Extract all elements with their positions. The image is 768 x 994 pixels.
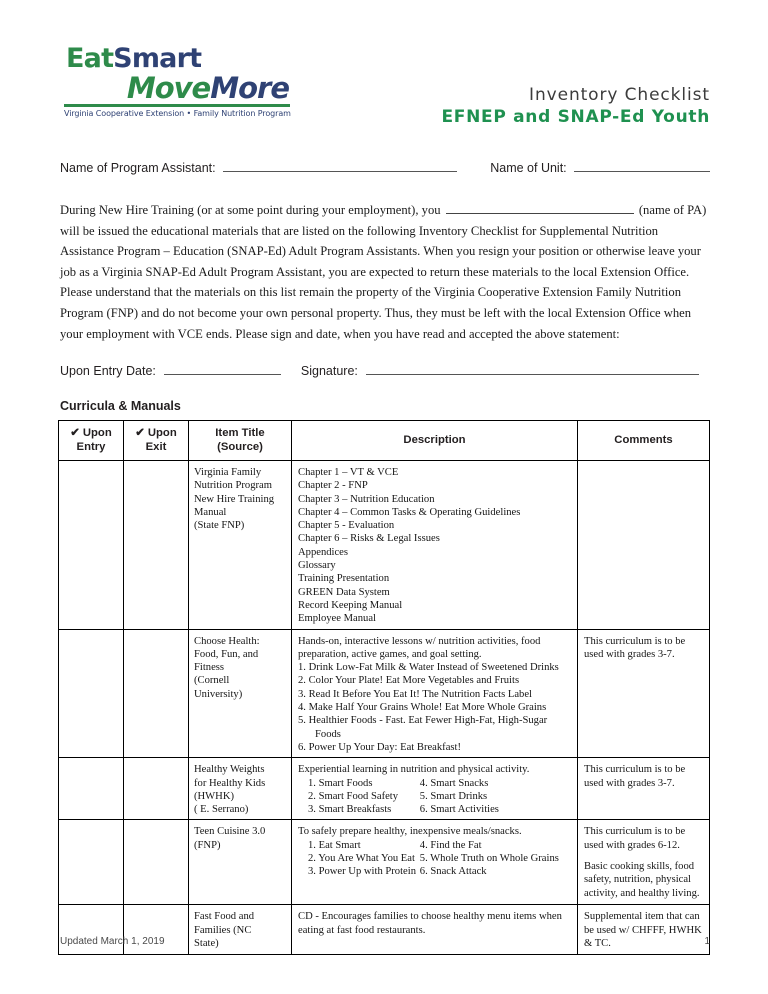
cell-description <box>292 629 578 758</box>
cell-upon-entry[interactable] <box>59 461 124 630</box>
cell-comments <box>578 905 710 955</box>
name-fields-row <box>60 160 710 175</box>
description-line: Record Keeping Manual <box>298 599 403 611</box>
item-title-line: Teen Cuisine 3.0 <box>194 826 266 838</box>
description-two-column-list <box>298 839 572 879</box>
signature-input[interactable] <box>366 363 699 375</box>
description-list-item: 3. Power Up with Protein <box>308 866 416 878</box>
col-header-upon-exit-line1: ✔ Upon <box>135 427 177 439</box>
comment-paragraph: This curriculum is to be used with grades 6-12. <box>584 826 686 851</box>
description-list-item: 1. Smart Foods <box>308 777 373 789</box>
logo-line-one <box>66 44 290 73</box>
cell-item-title <box>189 758 292 820</box>
header-title-block <box>441 84 710 128</box>
document-footer <box>60 936 710 947</box>
item-title-lines <box>194 825 286 852</box>
description-list-item: 2. Smart Food Safety <box>308 790 399 802</box>
description-list-item: 1. Drink Low-Fat Milk & Water Instead of Sweetened Drinks <box>298 662 559 674</box>
table-row <box>59 629 710 758</box>
cell-item-title <box>189 461 292 630</box>
cell-comments <box>578 461 710 630</box>
description-list-item: 5. Smart Drinks <box>419 790 488 802</box>
description-intro: Hands-on, interactive lessons w/ nutrition activities, food preparation, active games, and goal setting. <box>298 635 541 660</box>
description-line: Glossary <box>298 560 336 572</box>
document-header <box>58 44 710 136</box>
description-list-item: 6. Snack Attack <box>419 866 487 878</box>
col-header-item-title-line2: (Source) <box>217 441 263 453</box>
item-title-line: (Cornell <box>194 675 230 687</box>
pa-name-inline-input[interactable] <box>446 201 634 214</box>
section-heading-curricula-manuals: Curricula & Manuals <box>60 399 181 413</box>
col-header-description: Description <box>292 421 578 461</box>
eat-smart-move-more-logo <box>64 44 290 118</box>
description-two-column-list <box>298 777 572 817</box>
col-header-upon-entry-line2: Entry <box>76 441 106 453</box>
item-title-line: Choose Health: <box>194 635 260 647</box>
cell-upon-entry[interactable] <box>59 629 124 758</box>
col-header-upon-entry <box>59 421 124 461</box>
cell-upon-exit[interactable] <box>124 758 189 820</box>
description-list-item: 1. Eat Smart <box>308 839 361 851</box>
footer-updated-date: Updated March 1, 2019 <box>60 936 165 947</box>
col-header-item-title <box>189 421 292 461</box>
item-title-line: (FNP) <box>194 839 221 851</box>
description-list-item: 5. Whole Truth on Whole Grains <box>419 853 559 865</box>
description-line: Chapter 3 – Nutrition Education <box>298 493 435 505</box>
item-title-line: University) <box>194 688 243 700</box>
item-title-line: State) <box>194 938 219 950</box>
cell-description <box>292 461 578 630</box>
item-title-line: Virginia Family <box>194 467 262 478</box>
col-header-upon-exit <box>124 421 189 461</box>
description-item-list <box>298 661 572 754</box>
description-line: Chapter 4 – Common Tasks & Operating Guidelines <box>298 506 521 518</box>
footer-page-number: 1 <box>704 936 710 947</box>
item-title-line: Manual <box>194 506 227 518</box>
inventory-table-body <box>59 461 710 955</box>
description-list-item: 6. Smart Activities <box>419 804 499 816</box>
signature-fields-row <box>60 363 710 378</box>
cell-upon-exit[interactable] <box>124 629 189 758</box>
description-list-item: 4. Smart Snacks <box>419 777 489 789</box>
cell-upon-entry[interactable] <box>59 905 124 955</box>
item-title-line: for Healthy Kids <box>194 777 266 789</box>
item-title-line: Fast Food and <box>194 911 255 923</box>
signature-label: Signature: <box>300 364 358 378</box>
col-header-upon-entry-line1: ✔ Upon <box>70 427 112 439</box>
item-title-line: Families (NC <box>194 924 252 936</box>
cell-upon-entry[interactable] <box>59 758 124 820</box>
description-list-item: 4. Find the Fat <box>419 839 482 851</box>
inventory-table <box>58 420 710 955</box>
cell-item-title <box>189 629 292 758</box>
paragraph-part-one: During New Hire Training (or at some point during your employment), you <box>60 203 444 217</box>
description-line: GREEN Data System <box>298 586 390 598</box>
description-line: Chapter 6 – Risks & Legal Issues <box>298 533 440 545</box>
item-title-line: Nutrition Program <box>194 480 272 492</box>
document-subtitle: EFNEP and SNAP-Ed Youth <box>441 107 710 127</box>
item-title-line: (State FNP) <box>194 520 245 532</box>
unit-label: Name of Unit: <box>490 161 567 175</box>
document-title: Inventory Checklist <box>529 85 710 105</box>
col-header-upon-exit-line2: Exit <box>145 441 167 453</box>
description-intro: Experiential learning in nutrition and physical activity. <box>298 764 530 776</box>
item-title-line: Fitness <box>194 662 225 674</box>
description-column-left <box>298 777 420 817</box>
logo-line-two <box>64 73 289 103</box>
cell-item-title <box>189 820 292 905</box>
cell-description <box>292 758 578 820</box>
description-list-item: 6. Power Up Your Day: Eat Breakfast! <box>298 741 461 753</box>
cell-description <box>292 905 578 955</box>
description-list-item: 3. Smart Breakfasts <box>308 804 392 816</box>
logo-tagline: Virginia Cooperative Extension • Family Nutrition Program <box>64 109 291 118</box>
description-lines <box>298 466 572 626</box>
logo-word-move: Move <box>126 71 211 105</box>
description-list-item: 5. Healthier Foods - Fast. Eat Fewer High-Fat, High-Sugar Foods <box>298 715 548 740</box>
inventory-table-head <box>59 421 710 461</box>
description-line: Appendices <box>298 546 349 558</box>
inventory-table-wrapper <box>58 420 710 955</box>
cell-comments <box>578 629 710 758</box>
description-line: Training Presentation <box>298 573 390 585</box>
item-title-line: ( E. Serrano) <box>194 804 249 816</box>
cell-upon-entry[interactable] <box>59 820 124 905</box>
description-line: Chapter 2 - FNP <box>298 480 368 492</box>
description-column-left <box>298 839 420 879</box>
description-line: Chapter 5 - Evaluation <box>298 520 395 532</box>
item-title-lines <box>194 466 286 532</box>
item-title-line: (HWHK) <box>194 790 235 802</box>
item-title-line: Healthy Weights <box>194 764 265 776</box>
description-list-item: 4. Make Half Your Grains Whole! Eat More Whole Grains <box>298 702 547 714</box>
description-intro: To safely prepare healthy, inexpensive meals/snacks. <box>298 826 522 838</box>
cell-upon-exit[interactable] <box>124 461 189 630</box>
comment-paragraph: Basic cooking skills, food safety, nutrition, physical activity, and healthy living. <box>584 861 700 899</box>
cell-item-title <box>189 905 292 955</box>
cell-comments <box>578 758 710 820</box>
description-intro: CD - Encourages families to choose healthy menu items when eating at fast food restaurants. <box>298 911 562 936</box>
description-line: Chapter 1 – VT & VCE <box>298 467 399 478</box>
cell-upon-exit[interactable] <box>124 820 189 905</box>
comment-paragraph: This curriculum is to be used with grades 3-7. <box>584 635 686 660</box>
cell-description <box>292 820 578 905</box>
description-list-item: 2. You Are What You Eat <box>308 853 415 865</box>
item-title-line: New Hire Training <box>194 493 275 505</box>
logo-word-smart: Smart <box>113 43 202 74</box>
item-title-line: Food, Fun, and <box>194 648 259 660</box>
program-assistant-input[interactable] <box>223 160 457 172</box>
table-row <box>59 758 710 820</box>
col-header-comments: Comments <box>578 421 710 461</box>
description-column-right <box>420 777 572 817</box>
upon-entry-date-input[interactable] <box>164 363 281 375</box>
item-title-lines <box>194 763 286 816</box>
table-header-row <box>59 421 710 461</box>
paragraph-part-two: (name of PA) will be issued the educational materials that are listed on the following Inventory Checklist for Supplemental Nutrition Assistance Program – Education (SNAP-Ed) Adult Program Assistants. When you resign your position or otherwise leave your job as a Virginia SNAP-Ed Adult Program Assistant, you are expected to return these materials to the local Extension Office. Please understand that the materials on this list remain the property of the Virginia Cooperative Extension Family Nutrition Program (FNP) and do not become your own personal property. Thus, they must be left with the local Extension Office when your employment with VCE ends. Please sign and date, when you have read and accepted the above statement: <box>60 203 707 341</box>
agreement-paragraph <box>60 200 710 344</box>
description-line: Employee Manual <box>298 613 376 625</box>
upon-entry-date-label: Upon Entry Date: <box>60 364 156 378</box>
logo-word-more: More <box>210 71 289 105</box>
cell-comments <box>578 820 710 905</box>
table-row <box>59 905 710 955</box>
comment-paragraph: Supplemental item that can be used w/ CHFFF, HWHK & TC. <box>584 911 702 950</box>
description-list-item: 2. Color Your Plate! Eat More Vegetables and Fruits <box>298 675 520 687</box>
table-row <box>59 461 710 630</box>
program-assistant-label: Name of Program Assistant: <box>60 161 216 175</box>
unit-input[interactable] <box>574 160 710 172</box>
col-header-item-title-line1: Item Title <box>215 427 265 439</box>
cell-upon-exit[interactable] <box>124 905 189 955</box>
table-row <box>59 820 710 905</box>
description-column-right <box>420 839 572 879</box>
comment-paragraph: This curriculum is to be used with grades 3-7. <box>584 764 686 789</box>
description-list-item: 3. Read It Before You Eat It! The Nutrition Facts Label <box>298 688 532 700</box>
logo-word-eat: Eat <box>66 43 114 74</box>
item-title-lines <box>194 635 286 701</box>
